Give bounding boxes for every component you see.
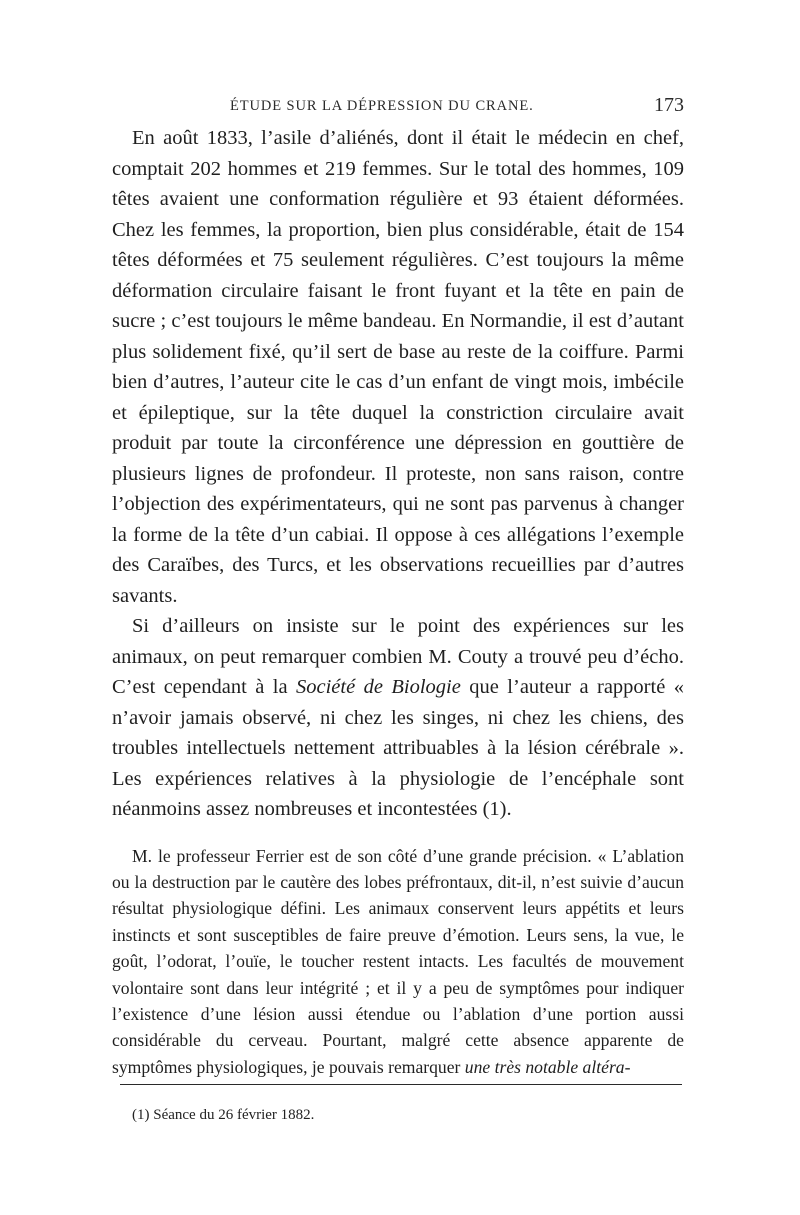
body-text — [112, 123, 684, 1080]
paragraph-animal-experiments-end: que l’auteur a rapporté « n’avoir jamais observé, ni chez les singes, ni chez les chiens, des troubles intellectuels nettement attribuables à la lésion cérébrale ». Les expériences relatives à la physiologie de l’encéphale sont néanmoins assez nombreuses et incontestées (1). — [112, 676, 684, 820]
paragraph-animal-experiments-start: Si d’ailleurs on insiste sur le point des expériences sur les animaux, on peut remarquer combien M. Couty a trouvé peu d’écho. C’est cependant à la — [112, 615, 684, 698]
quotation-ferrier-italic: une très notable altéra- — [464, 1056, 631, 1077]
paragraph-animal-experiments — [112, 611, 684, 825]
page-number: 173 — [654, 94, 684, 116]
paragraph-asylum-statistics: En août 1833, l’asile d’aliénés, dont il était le médecin en chef, comptait 202 hommes et 219 femmes. Sur le total des hommes, 109 têtes avaient une conformation régulière et 93 étaient déformées. Chez les femmes, la proportion, bien plus considérable, était de 154 têtes déformées et 75 seulement régulières. C’est toujours la même déformation circulaire faisant le front fuyant et la tête en pain de sucre ; c’est toujours le même bandeau. En Normandie, il est d’autant plus solidement fixé, qu’il sert de base au reste de la coiffure. Parmi bien d’autres, l’auteur cite le cas d’un enfant de vingt mois, imbécile et épileptique, sur la tête duquel la constriction circulaire avait produit par toute la circonférence une dépression en gouttière de plusieurs lignes de profondeur. Il proteste, non sans raison, contre l’objection des expérimentateurs, qui ne sont pas parvenus à changer la forme de la tête d’un cabiai. Il oppose à ces allégations l’exemple des Caraïbes, des Turcs, et les observations recueillies par d’autres savants. — [112, 127, 684, 607]
quotation-ferrier — [112, 843, 684, 1081]
running-head — [112, 96, 684, 120]
society-name-italic: Société de Biologie — [295, 676, 461, 698]
footnote-divider — [120, 1084, 682, 1085]
running-title: ÉTUDE SUR LA DÉPRESSION DU CRANE. — [230, 98, 534, 114]
footnote: (1) Séance du 26 février 1882. — [132, 1107, 315, 1123]
quotation-ferrier-text: M. le professeur Ferrier est de son côté d’une grande précision. « L’ablation ou la destruction par le cautère des lobes préfrontaux, dit-il, n’est suivie d’aucun résultat physiologique défini. Les animaux conservent leurs appétits et leurs instincts et sont susceptibles de faire preuve d’émotion. Leurs sens, la vue, le goût, l’odorat, l’ouïe, le toucher restent intacts. Les facultés de mouvement volontaire sont dans leur intégrité ; et il y a peu de symptômes pour indiquer l’existence d’une lésion aussi étendue ou l’ablation d’une portion aussi considérable du cerveau. Pourtant, malgré cette absence apparente de symptômes physiologiques, je pouvais remarquer — [112, 845, 684, 1077]
